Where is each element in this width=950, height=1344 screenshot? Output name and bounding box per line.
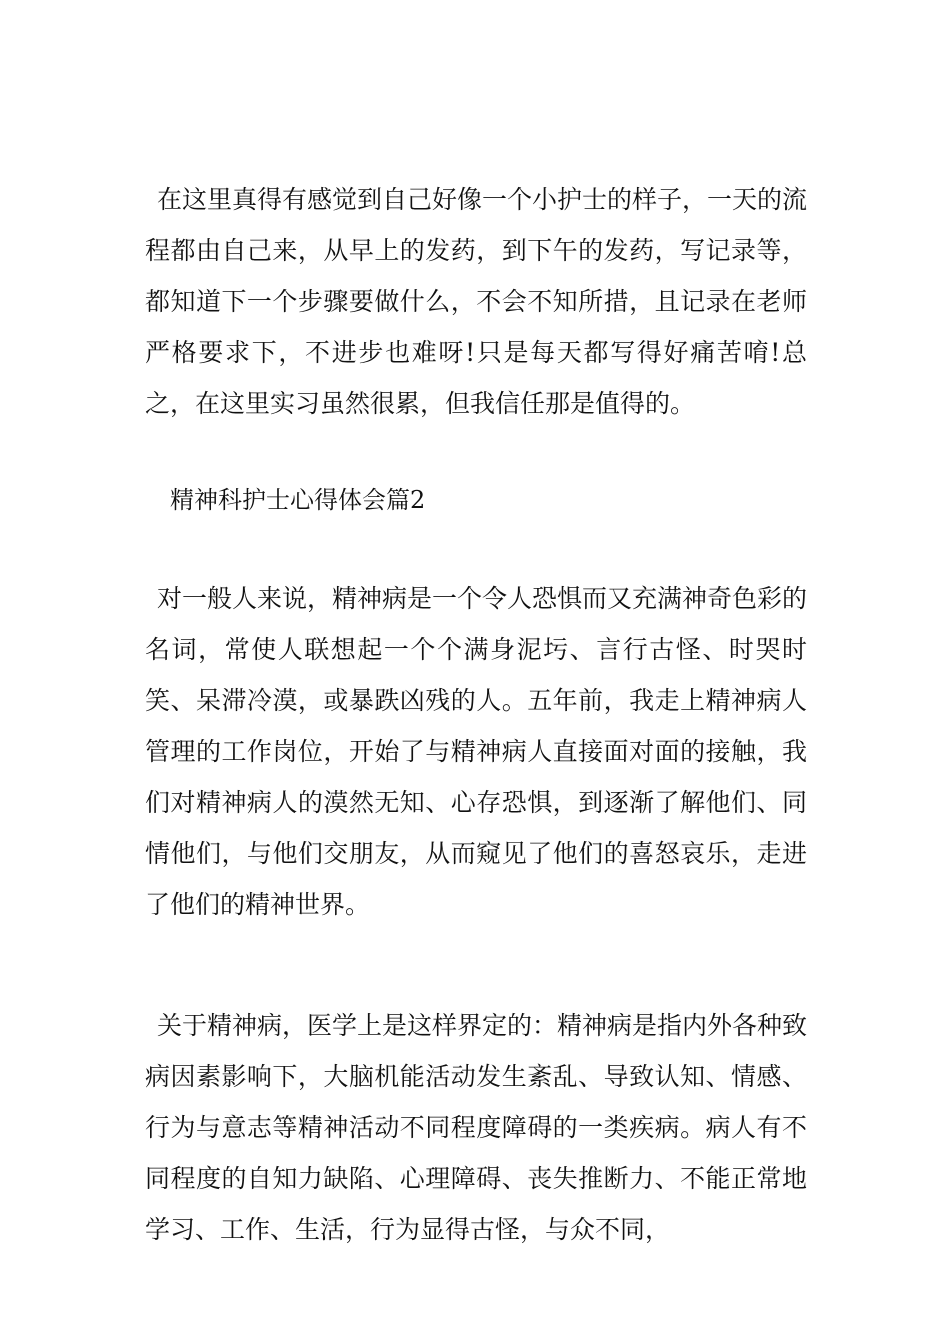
body-paragraph: 关于精神病，医学上是这样界定的：精神病是指内外各种致病因素影响下，大脑机能活动发生紊乱、导致认知、情感、行为与意志等精神活动不同程度障碍的一类疾病。病人有不同程度的自知力缺陷、心理障碍、丧失推断力、不能正常地学习、工作、生活，行为显得古怪，与众不同， xyxy=(145,1011,808,1244)
body-paragraph: 在这里真得有感觉到自己好像一个小护士的样子，一天的流程都由自己来，从早上的发药，到下午的发药，写记录等，都知道下一个步骤要做什么，不会不知所措，且记录在老师严格要求下，不进步也难呀!只是每天都写得好痛苦唷!总之，在这里实习虽然很累，但我信任那是值得的。 xyxy=(145,185,808,418)
section-heading: 精神科护士心得体会篇2 xyxy=(170,486,426,514)
body-paragraph: 对一般人来说，精神病是一个令人恐惧而又充满神奇色彩的名词，常使人联想起一个个满身泥圬、言行古怪、时哭时笑、呆滞冷漠，或暴跌凶残的人。五年前，我走上精神病人管理的工作岗位，开始了与精神病人直接面对面的接触，我们对精神病人的漠然无知、心存恐惧，到逐渐了解他们、同情他们，与他们交朋友，从而窥见了他们的喜怒哀乐，走进了他们的精神世界。 xyxy=(145,584,808,919)
